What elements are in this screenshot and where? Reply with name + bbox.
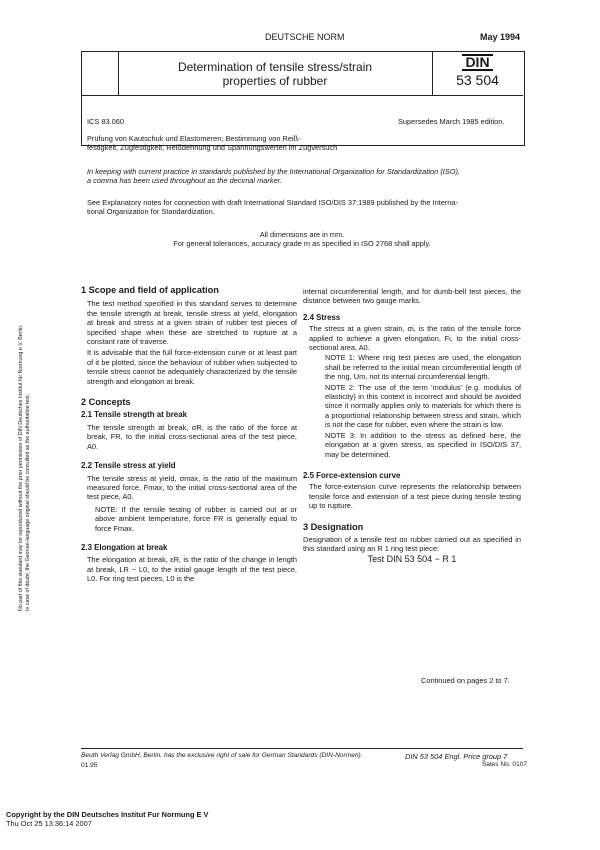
explanatory-line-2: tional Organization for Standardization. [87,207,215,217]
explanatory-note [87,198,519,217]
continued-note: Continued on pages 2 to 7. [421,676,510,685]
designation-example: Test DIN 53 504 − R 1 [367,553,457,564]
sidebar-line-1: No part of this standard may be reproduced without the prior permission of DIN Deutsches Institut für Normung e.V. Berlin. [18,324,24,611]
section-3-heading: 3 Designation [303,521,364,532]
dimensions-note [81,230,523,249]
dimensions-line-1: All dimensions are in mm. [259,230,345,239]
left-column [81,286,297,584]
section-2-3-heading: 2.3 Elongation at break [81,542,168,552]
standard-org: DEUTSCHE NORM [265,32,345,42]
explanatory-line-1: See Explanatory notes for connection with draft International Standard ISO/DIS 37:1989 published by the Interna- [87,198,458,207]
document-reference: DIN 53 504 Engl. Price group 7 [405,752,508,761]
document-title [118,60,432,88]
section-2-4-heading: 2.4 Stress [303,312,341,322]
title-left-cell [81,51,119,95]
copyright-line-2: Thu Oct 25 13:36:14 2007 [6,819,92,828]
section-2-1-heading: 2.1 Tensile strength at break [81,410,187,420]
section-2-3-para: The elongation at break, εR, is the ratio of the change in length at break, LR − L0, to the initial gauge length of the test piece, L0. For ring test pieces, L0 is the [87,555,297,584]
note-2: NOTE 2: The use of the term 'modulus' (e.g. modulus of elasticity) in this context is incorrect and should be avoided since it normally applies only to materials for which there is a proportional relationship between stress and strain, which is not the case for rubber, even where the strain is low. [325,382,521,430]
german-title-line-1: Prüfung von Kautschuk und Elastomeren; Bestimmung von Reiß- [87,134,301,143]
section-3-para: Designation of a tensile test on rubber carried out as specified in this standard using an R 1 ring test piece: [303,534,521,554]
note-1: NOTE 1: Where ring test pieces are used, the elongation shall be referred to the initial mean circumferential length of the ring, Um, not its internal circumferential length. [325,353,521,382]
section-2-2-note: NOTE: If the tensile testing of rubber is carried out at or above ambient temperature, force FR is generally equal to force Fmax. [95,504,297,533]
copyright-stamp [6,810,208,828]
title-divider [81,95,523,96]
iso-note-line-1: In keeping with current practice in standards published by the International Organization for Standardization (ISO), [87,167,461,176]
section-2-heading: 2 Concepts [81,397,131,408]
copyright-line-1: Copyright by the DIN Deutsches Institut Fur Normung E V [6,810,209,819]
copyright-sidebar [18,231,73,611]
din-logo: DIN [462,54,492,71]
sidebar-line-2: In case of doubt, the German-language original should be consulted as the authoritative text. [24,393,31,611]
din-mark [432,54,523,88]
title-line-2: properties of rubber [222,74,328,88]
publisher-note: Beuth Verlag GmbH, Berlin, has the exclusive right of sale for German Standards (DIN-Normen). [81,752,363,759]
section-1-para-1: The test method specified in this standard serves to determine the tensile strength at break, tensile stress at yield, elongation at break and stress at a given strain of rubber test pieces of specified shape when these are stretched to rupture at a constant rate of traverse. [87,299,297,347]
section-1-para-2: It is advisable that the full force-extension curve or at least part of it be plotted, since the behaviour of rubber when subjected to tensile stress cannot be adequately characterized by the tensile strength and elongation at break. [87,348,297,386]
german-title [87,134,517,153]
sales-number: Sales No. 0107 [482,761,528,768]
supersedes-note: Supersedes March 1985 edition. [398,117,505,126]
publication-date: May 1994 [480,32,521,42]
edition-code: 01.95 [81,762,98,769]
section-2-5-para: The force-extension curve represents the relationship between tensile force and extension of a test piece during tensile testing up to rupture. [309,482,521,511]
din-number: 53 504 [456,72,499,88]
section-1-heading: 1 Scope and field of application [81,285,219,295]
section-2-4-para: The stress at a given strain, σi, is the ratio of the tensile force applied to achieve a given elongation, Fi, to the initial cross-sectional area, A0. [309,324,521,353]
iso-note-line-2: a comma has been used throughout as the decimal marker. [87,176,282,186]
section-2-2-para: The tensile stress at yield, σmax, is the ratio of the maximum measured force, Fmax, to the initial cross-sectional area of the test piece, A0. [87,473,297,502]
section-2-1-para: The tensile strength at break, σR, is the ratio of the force at break, FR, to the initial cross-sectional area of the test piece, A0. [87,422,297,451]
dimensions-line-2: For general tolerances, accuracy grade m as specified in ISO 2768 shall apply. [173,239,431,249]
section-2-5-heading: 2.5 Force-extension curve [303,470,401,480]
right-column [303,287,521,564]
section-2-2-heading: 2.2 Tensile stress at yield [81,461,176,471]
ics-code: ICS 83.060 [87,117,124,126]
note-3: NOTE 3: In addition to the stress as defined here, the elongation at a given stress, as specified in ISO/DIS 37, may be determined. [325,430,521,459]
iso-decimal-note [87,167,519,186]
german-title-line-2: festigkeit, Zugfestigkeit, Reißdehnung und Spannungswerten im Zugversuch [87,143,338,153]
continued-para: internal circumferential length, and for dumb-bell test pieces, the distance between two gauge marks. [303,287,521,306]
footer-rule [81,748,523,749]
title-line-1: Determination of tensile stress/strain [177,60,373,74]
